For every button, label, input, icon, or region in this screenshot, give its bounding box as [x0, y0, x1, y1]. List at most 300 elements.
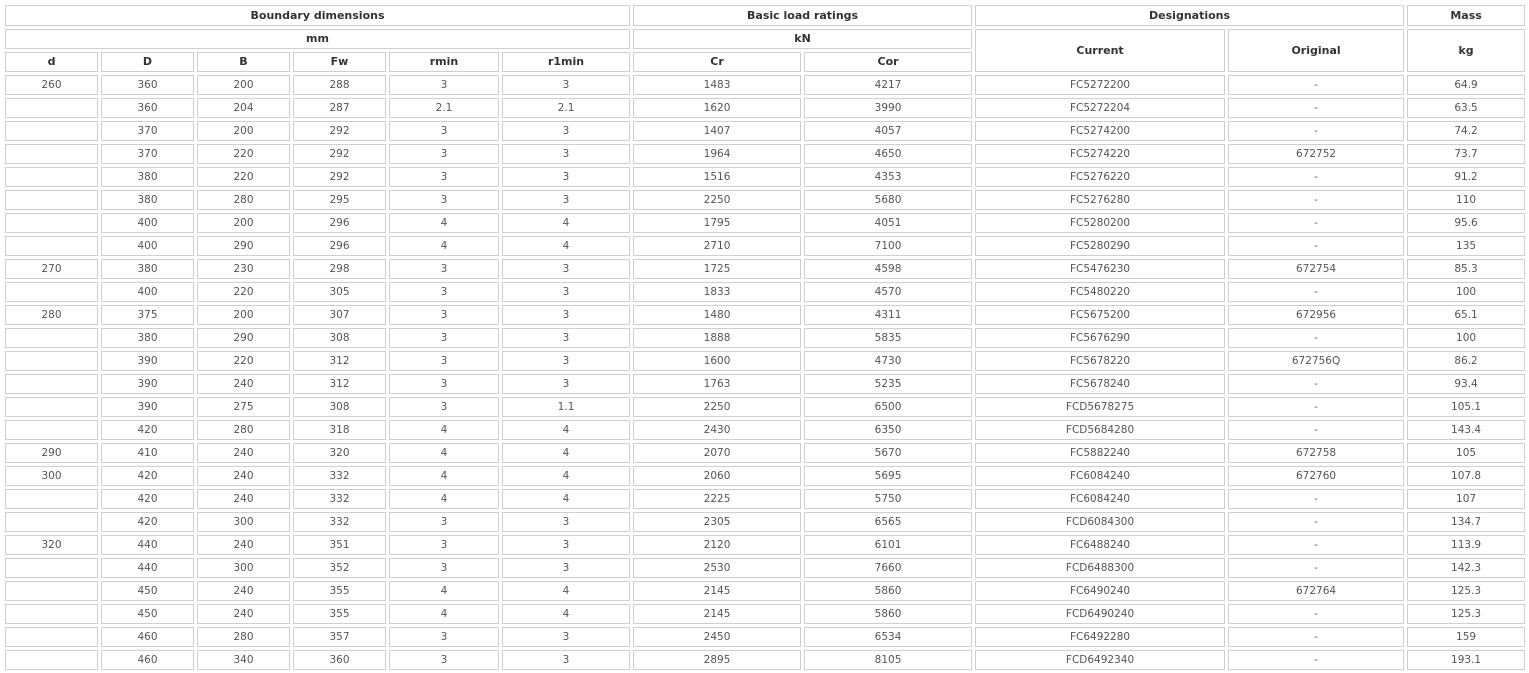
- cell-cr: 2060: [633, 466, 801, 486]
- cell-r1min: 3: [502, 144, 630, 164]
- cell-original-designation: -: [1228, 328, 1404, 348]
- cell-B: 240: [197, 443, 290, 463]
- cell-D: 420: [101, 512, 194, 532]
- cell-rmin: 4: [389, 604, 499, 624]
- cell-original-designation: -: [1228, 167, 1404, 187]
- cell-rmin: 3: [389, 650, 499, 670]
- table-row: [5, 374, 1525, 394]
- cell-rmin: 4: [389, 466, 499, 486]
- cell-cor: 6534: [804, 627, 972, 647]
- cell-Fw: 332: [293, 466, 386, 486]
- cell-rmin: 3: [389, 535, 499, 555]
- cell-mass: 105: [1407, 443, 1525, 463]
- cell-cor: 4057: [804, 121, 972, 141]
- cell-mass: 159: [1407, 627, 1525, 647]
- cell-cr: 2250: [633, 190, 801, 210]
- cell-r1min: 3: [502, 190, 630, 210]
- cell-B: 220: [197, 351, 290, 371]
- table-row: [5, 650, 1525, 670]
- cell-original-designation: -: [1228, 374, 1404, 394]
- cell-cor: 5235: [804, 374, 972, 394]
- cell-rmin: 4: [389, 489, 499, 509]
- cell-current-designation: FC5882240: [975, 443, 1225, 463]
- cell-B: 200: [197, 75, 290, 95]
- cell-d: [5, 512, 98, 532]
- cell-original-designation: 672764: [1228, 581, 1404, 601]
- cell-cr: 1516: [633, 167, 801, 187]
- cell-Fw: 292: [293, 121, 386, 141]
- cell-cor: 8105: [804, 650, 972, 670]
- cell-D: 360: [101, 75, 194, 95]
- cell-current-designation: FC6490240: [975, 581, 1225, 601]
- cell-cr: 2225: [633, 489, 801, 509]
- cell-D: 420: [101, 466, 194, 486]
- cell-cr: 2145: [633, 581, 801, 601]
- cell-r1min: 4: [502, 489, 630, 509]
- cell-original-designation: -: [1228, 650, 1404, 670]
- cell-d: [5, 144, 98, 164]
- cell-current-designation: FC5476230: [975, 259, 1225, 279]
- header-col-rmin: rmin: [389, 52, 499, 72]
- table-row: [5, 581, 1525, 601]
- cell-B: 240: [197, 535, 290, 555]
- table-row: [5, 259, 1525, 279]
- cell-d: 300: [5, 466, 98, 486]
- cell-cr: 1833: [633, 282, 801, 302]
- cell-r1min: 3: [502, 282, 630, 302]
- cell-B: 220: [197, 144, 290, 164]
- cell-cr: 1888: [633, 328, 801, 348]
- cell-cor: 5860: [804, 604, 972, 624]
- cell-cr: 1483: [633, 75, 801, 95]
- header-unit-kg: kg: [1407, 29, 1525, 72]
- cell-mass: 100: [1407, 328, 1525, 348]
- table-row: [5, 121, 1525, 141]
- cell-D: 440: [101, 535, 194, 555]
- cell-current-designation: FC6488240: [975, 535, 1225, 555]
- cell-mass: 110: [1407, 190, 1525, 210]
- cell-B: 204: [197, 98, 290, 118]
- cell-d: [5, 98, 98, 118]
- cell-original-designation: -: [1228, 190, 1404, 210]
- header-basic-load-ratings: Basic load ratings: [633, 5, 972, 26]
- cell-rmin: 4: [389, 420, 499, 440]
- cell-cor: 4570: [804, 282, 972, 302]
- cell-r1min: 1.1: [502, 397, 630, 417]
- table-row: [5, 190, 1525, 210]
- cell-Fw: 351: [293, 535, 386, 555]
- cell-cr: 1964: [633, 144, 801, 164]
- cell-rmin: 3: [389, 627, 499, 647]
- header-col-cr: Cr: [633, 52, 801, 72]
- cell-B: 240: [197, 604, 290, 624]
- cell-d: [5, 351, 98, 371]
- cell-current-designation: FC5678220: [975, 351, 1225, 371]
- cell-original-designation: 672760: [1228, 466, 1404, 486]
- cell-Fw: 355: [293, 581, 386, 601]
- cell-cor: 6500: [804, 397, 972, 417]
- cell-d: [5, 581, 98, 601]
- cell-cor: 5835: [804, 328, 972, 348]
- cell-r1min: 3: [502, 75, 630, 95]
- cell-mass: 95.6: [1407, 213, 1525, 233]
- cell-B: 290: [197, 236, 290, 256]
- cell-current-designation: FCD6492340: [975, 650, 1225, 670]
- cell-current-designation: FCD6084300: [975, 512, 1225, 532]
- cell-r1min: 4: [502, 466, 630, 486]
- cell-cr: 1600: [633, 351, 801, 371]
- cell-cr: 1480: [633, 305, 801, 325]
- cell-mass: 63.5: [1407, 98, 1525, 118]
- cell-Fw: 352: [293, 558, 386, 578]
- cell-cor: 4311: [804, 305, 972, 325]
- table-row: [5, 236, 1525, 256]
- cell-original-designation: -: [1228, 236, 1404, 256]
- cell-d: [5, 627, 98, 647]
- table-row: [5, 604, 1525, 624]
- cell-mass: 65.1: [1407, 305, 1525, 325]
- cell-rmin: 3: [389, 144, 499, 164]
- table-row: [5, 443, 1525, 463]
- cell-cor: 3990: [804, 98, 972, 118]
- cell-mass: 143.4: [1407, 420, 1525, 440]
- cell-D: 440: [101, 558, 194, 578]
- cell-d: [5, 397, 98, 417]
- cell-rmin: 3: [389, 512, 499, 532]
- cell-Fw: 292: [293, 167, 386, 187]
- cell-mass: 105.1: [1407, 397, 1525, 417]
- header-current: Current: [975, 29, 1225, 72]
- cell-d: 260: [5, 75, 98, 95]
- cell-Fw: 332: [293, 512, 386, 532]
- cell-current-designation: FC5274220: [975, 144, 1225, 164]
- cell-D: 410: [101, 443, 194, 463]
- cell-B: 300: [197, 512, 290, 532]
- header-col-Fw: Fw: [293, 52, 386, 72]
- cell-Fw: 332: [293, 489, 386, 509]
- cell-current-designation: FCD5678275: [975, 397, 1225, 417]
- cell-cr: 1725: [633, 259, 801, 279]
- cell-Fw: 288: [293, 75, 386, 95]
- cell-B: 200: [197, 121, 290, 141]
- cell-rmin: 3: [389, 167, 499, 187]
- cell-Fw: 298: [293, 259, 386, 279]
- cell-r1min: 2.1: [502, 98, 630, 118]
- cell-D: 460: [101, 627, 194, 647]
- cell-D: 400: [101, 213, 194, 233]
- cell-D: 380: [101, 259, 194, 279]
- cell-cor: 5860: [804, 581, 972, 601]
- cell-current-designation: FC5274200: [975, 121, 1225, 141]
- cell-mass: 74.2: [1407, 121, 1525, 141]
- cell-cor: 4217: [804, 75, 972, 95]
- table-row: [5, 213, 1525, 233]
- table-row: [5, 397, 1525, 417]
- table-row: [5, 512, 1525, 532]
- cell-d: 290: [5, 443, 98, 463]
- cell-B: 220: [197, 167, 290, 187]
- cell-current-designation: FC5678240: [975, 374, 1225, 394]
- cell-original-designation: -: [1228, 420, 1404, 440]
- cell-cr: 1407: [633, 121, 801, 141]
- cell-mass: 125.3: [1407, 604, 1525, 624]
- cell-B: 230: [197, 259, 290, 279]
- cell-D: 375: [101, 305, 194, 325]
- cell-current-designation: FC6492280: [975, 627, 1225, 647]
- cell-Fw: 357: [293, 627, 386, 647]
- cell-B: 300: [197, 558, 290, 578]
- cell-B: 275: [197, 397, 290, 417]
- cell-cor: 6350: [804, 420, 972, 440]
- cell-d: [5, 558, 98, 578]
- cell-cor: 4730: [804, 351, 972, 371]
- table-row: [5, 535, 1525, 555]
- cell-rmin: 3: [389, 75, 499, 95]
- cell-d: [5, 167, 98, 187]
- cell-r1min: 3: [502, 374, 630, 394]
- cell-D: 360: [101, 98, 194, 118]
- cell-mass: 107: [1407, 489, 1525, 509]
- cell-cr: 2430: [633, 420, 801, 440]
- cell-Fw: 296: [293, 236, 386, 256]
- cell-original-designation: 672754: [1228, 259, 1404, 279]
- cell-mass: 142.3: [1407, 558, 1525, 578]
- cell-rmin: 3: [389, 282, 499, 302]
- cell-current-designation: FC5276220: [975, 167, 1225, 187]
- header-original: Original: [1228, 29, 1404, 72]
- cell-cor: 5680: [804, 190, 972, 210]
- cell-D: 370: [101, 144, 194, 164]
- cell-mass: 86.2: [1407, 351, 1525, 371]
- cell-original-designation: -: [1228, 558, 1404, 578]
- cell-B: 200: [197, 305, 290, 325]
- cell-Fw: 312: [293, 351, 386, 371]
- cell-Fw: 308: [293, 328, 386, 348]
- cell-current-designation: FC5676290: [975, 328, 1225, 348]
- cell-rmin: 3: [389, 397, 499, 417]
- cell-rmin: 4: [389, 581, 499, 601]
- cell-current-designation: FC5280200: [975, 213, 1225, 233]
- cell-Fw: 295: [293, 190, 386, 210]
- cell-r1min: 4: [502, 420, 630, 440]
- cell-current-designation: FC6084240: [975, 489, 1225, 509]
- cell-r1min: 3: [502, 650, 630, 670]
- cell-d: [5, 282, 98, 302]
- cell-cr: 2305: [633, 512, 801, 532]
- cell-cor: 5695: [804, 466, 972, 486]
- cell-D: 380: [101, 167, 194, 187]
- cell-cor: 4598: [804, 259, 972, 279]
- cell-Fw: 360: [293, 650, 386, 670]
- cell-r1min: 3: [502, 535, 630, 555]
- cell-r1min: 3: [502, 627, 630, 647]
- cell-rmin: 3: [389, 121, 499, 141]
- cell-d: [5, 213, 98, 233]
- cell-Fw: 355: [293, 604, 386, 624]
- header-unit-kn: kN: [633, 29, 972, 49]
- cell-cr: 1795: [633, 213, 801, 233]
- cell-rmin: 4: [389, 443, 499, 463]
- cell-cr: 2145: [633, 604, 801, 624]
- cell-cr: 2710: [633, 236, 801, 256]
- cell-D: 390: [101, 351, 194, 371]
- cell-current-designation: FCD5684280: [975, 420, 1225, 440]
- table-row: [5, 167, 1525, 187]
- cell-current-designation: FC5272204: [975, 98, 1225, 118]
- cell-B: 280: [197, 420, 290, 440]
- cell-D: 390: [101, 374, 194, 394]
- table-row: [5, 305, 1525, 325]
- cell-B: 240: [197, 466, 290, 486]
- cell-D: 420: [101, 420, 194, 440]
- cell-mass: 107.8: [1407, 466, 1525, 486]
- cell-Fw: 292: [293, 144, 386, 164]
- cell-Fw: 318: [293, 420, 386, 440]
- cell-B: 240: [197, 581, 290, 601]
- cell-D: 400: [101, 282, 194, 302]
- cell-r1min: 4: [502, 236, 630, 256]
- cell-cr: 2530: [633, 558, 801, 578]
- table-row: [5, 627, 1525, 647]
- table-row: [5, 144, 1525, 164]
- header-boundary-dimensions: Boundary dimensions: [5, 5, 630, 26]
- cell-current-designation: FC6084240: [975, 466, 1225, 486]
- cell-r1min: 3: [502, 305, 630, 325]
- cell-rmin: 3: [389, 558, 499, 578]
- cell-rmin: 3: [389, 259, 499, 279]
- cell-r1min: 3: [502, 351, 630, 371]
- cell-B: 280: [197, 627, 290, 647]
- cell-current-designation: FC5480220: [975, 282, 1225, 302]
- table-row: [5, 282, 1525, 302]
- cell-cr: 2450: [633, 627, 801, 647]
- cell-cor: 6565: [804, 512, 972, 532]
- table-row: [5, 328, 1525, 348]
- header-col-D: D: [101, 52, 194, 72]
- cell-r1min: 4: [502, 213, 630, 233]
- cell-original-designation: -: [1228, 489, 1404, 509]
- cell-original-designation: 672756Q: [1228, 351, 1404, 371]
- cell-r1min: 4: [502, 581, 630, 601]
- cell-B: 280: [197, 190, 290, 210]
- table-row: [5, 489, 1525, 509]
- header-mass: Mass: [1407, 5, 1525, 26]
- cell-Fw: 307: [293, 305, 386, 325]
- cell-original-designation: -: [1228, 213, 1404, 233]
- cell-mass: 113.9: [1407, 535, 1525, 555]
- cell-mass: 93.4: [1407, 374, 1525, 394]
- cell-rmin: 4: [389, 236, 499, 256]
- cell-mass: 125.3: [1407, 581, 1525, 601]
- cell-current-designation: FC5280290: [975, 236, 1225, 256]
- header-col-B: B: [197, 52, 290, 72]
- table-body: [5, 75, 1525, 670]
- table-header: [5, 5, 1525, 72]
- table-row: [5, 75, 1525, 95]
- cell-cor: 6101: [804, 535, 972, 555]
- cell-r1min: 3: [502, 328, 630, 348]
- cell-original-designation: -: [1228, 282, 1404, 302]
- cell-d: [5, 489, 98, 509]
- cell-d: 270: [5, 259, 98, 279]
- table-row: [5, 351, 1525, 371]
- cell-cr: 2895: [633, 650, 801, 670]
- cell-r1min: 4: [502, 443, 630, 463]
- cell-cor: 7100: [804, 236, 972, 256]
- cell-mass: 64.9: [1407, 75, 1525, 95]
- cell-original-designation: 672956: [1228, 305, 1404, 325]
- cell-mass: 193.1: [1407, 650, 1525, 670]
- bearing-spec-table: [2, 2, 1528, 673]
- cell-current-designation: FCD6488300: [975, 558, 1225, 578]
- cell-original-designation: -: [1228, 75, 1404, 95]
- cell-d: [5, 121, 98, 141]
- cell-original-designation: 672752: [1228, 144, 1404, 164]
- cell-original-designation: -: [1228, 627, 1404, 647]
- cell-original-designation: -: [1228, 121, 1404, 141]
- cell-r1min: 3: [502, 259, 630, 279]
- cell-Fw: 320: [293, 443, 386, 463]
- cell-cr: 1763: [633, 374, 801, 394]
- cell-original-designation: -: [1228, 512, 1404, 532]
- cell-D: 450: [101, 581, 194, 601]
- cell-r1min: 3: [502, 558, 630, 578]
- cell-d: [5, 190, 98, 210]
- header-designations: Designations: [975, 5, 1404, 26]
- cell-Fw: 305: [293, 282, 386, 302]
- cell-B: 200: [197, 213, 290, 233]
- cell-cor: 5750: [804, 489, 972, 509]
- cell-d: 280: [5, 305, 98, 325]
- cell-rmin: 4: [389, 213, 499, 233]
- cell-Fw: 296: [293, 213, 386, 233]
- header-col-cor: Cor: [804, 52, 972, 72]
- cell-mass: 85.3: [1407, 259, 1525, 279]
- cell-cr: 1620: [633, 98, 801, 118]
- cell-cor: 4353: [804, 167, 972, 187]
- cell-r1min: 3: [502, 167, 630, 187]
- cell-B: 340: [197, 650, 290, 670]
- cell-B: 240: [197, 374, 290, 394]
- cell-d: [5, 374, 98, 394]
- cell-d: [5, 604, 98, 624]
- cell-D: 370: [101, 121, 194, 141]
- cell-original-designation: -: [1228, 397, 1404, 417]
- cell-rmin: 2.1: [389, 98, 499, 118]
- cell-mass: 100: [1407, 282, 1525, 302]
- cell-D: 380: [101, 328, 194, 348]
- cell-D: 400: [101, 236, 194, 256]
- cell-r1min: 3: [502, 121, 630, 141]
- cell-original-designation: -: [1228, 98, 1404, 118]
- cell-current-designation: FCD6490240: [975, 604, 1225, 624]
- cell-cr: 2250: [633, 397, 801, 417]
- cell-cor: 4051: [804, 213, 972, 233]
- cell-d: 320: [5, 535, 98, 555]
- table-row: [5, 98, 1525, 118]
- cell-mass: 73.7: [1407, 144, 1525, 164]
- cell-B: 220: [197, 282, 290, 302]
- cell-r1min: 4: [502, 604, 630, 624]
- cell-cr: 2070: [633, 443, 801, 463]
- cell-mass: 134.7: [1407, 512, 1525, 532]
- cell-current-designation: FC5276280: [975, 190, 1225, 210]
- cell-mass: 135: [1407, 236, 1525, 256]
- header-unit-mm: mm: [5, 29, 630, 49]
- cell-r1min: 3: [502, 512, 630, 532]
- cell-current-designation: FC5272200: [975, 75, 1225, 95]
- cell-rmin: 3: [389, 305, 499, 325]
